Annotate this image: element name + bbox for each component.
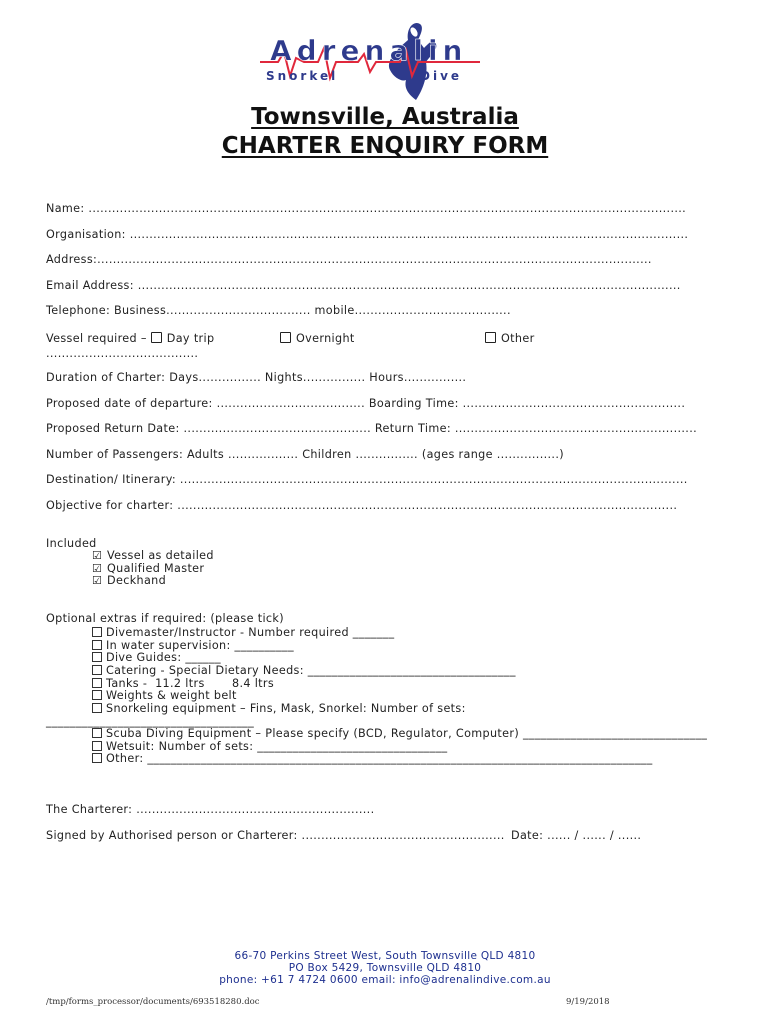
footer-contact: phone: +61 7 4724 0600 email: info@adrenalindive.com.au [219, 974, 551, 986]
logo-word-dive: Dive [420, 69, 463, 83]
day-trip-label: Day trip [166, 332, 215, 345]
telephone-field[interactable]: Telephone: Business..................................... mobile........................................ [46, 304, 511, 317]
optional-checkbox[interactable] [92, 690, 102, 700]
document-path: /tmp/forms_processor/documents/693518280.doc [46, 997, 260, 1007]
name-field[interactable]: Name: ......................................................................................................................................................... [46, 202, 687, 215]
optional-item: Dive Guides: ______ [92, 651, 221, 664]
included-item: ☑ Vessel as detailed [92, 549, 214, 562]
snorkel-sets-line[interactable]: ___________________________________ [46, 715, 255, 728]
optional-item: Scuba Diving Equipment – Please specify (BCD, Regulator, Computer) _______________________________ [92, 727, 707, 740]
objective-field[interactable]: Objective for charter: ................................................................................................................................ [46, 499, 678, 512]
optional-item: Wetsuit: Number of sets: ________________________________ [92, 740, 447, 753]
other-option [485, 332, 535, 345]
logo-word-snorkel: Snorkel [266, 69, 339, 83]
footer-po-box: PO Box 5429, Townsville QLD 4810 [288, 962, 482, 974]
destination-field[interactable]: Destination/ Itinerary: .................................................................................................................................. [46, 473, 688, 486]
logo-word-adrenalin: Adrenalin [270, 34, 468, 67]
optional-checkbox[interactable] [92, 652, 102, 662]
checked-box-icon: ☑ [92, 549, 103, 562]
adrenalin-logo [258, 18, 482, 104]
optional-heading: Optional extras if required: (please tick) [46, 612, 284, 625]
footer-address: 66-70 Perkins Street West, South Townsville QLD 4810 [234, 950, 536, 962]
checked-box-icon: ☑ [92, 562, 103, 575]
optional-checkbox[interactable] [92, 741, 102, 751]
return-field[interactable]: Proposed Return Date: ................................................ Return Time: .............................................................. [46, 422, 698, 435]
included-item: ☑ Qualified Master [92, 562, 205, 575]
optional-item: In water supervision: __________ [92, 639, 294, 652]
other-checkbox[interactable] [485, 332, 496, 343]
optional-item: Divemaster/Instructor - Number required _______ [92, 626, 394, 639]
document-date: 9/19/2018 [566, 997, 610, 1007]
optional-item: Snorkeling equipment – Fins, Mask, Snorkel: Number of sets: [92, 702, 466, 715]
optional-item: Tanks - 11.2 ltrs 8.4 ltrs [92, 677, 274, 690]
optional-item: Other: _____________________________________________________________________________________ [92, 752, 653, 765]
organisation-field[interactable]: Organisation: ............................................................................................................................................... [46, 228, 689, 241]
optional-checkbox[interactable] [92, 678, 102, 688]
optional-checkbox[interactable] [92, 665, 102, 675]
email-field[interactable]: Email Address: ........................................................................................................................................... [46, 279, 681, 292]
vessel-required-row [46, 332, 214, 345]
page-title-location: Townsville, Australia [251, 104, 519, 130]
other-label: Other [501, 332, 535, 345]
optional-item: Weights & weight belt [92, 689, 237, 702]
passengers-field[interactable]: Number of Passengers: Adults .................. Children ................ (ages range ................) [46, 448, 564, 461]
vessel-label: Vessel required – [46, 332, 147, 345]
date-field[interactable]: Date: ...... / ...... / ...... [511, 829, 642, 842]
optional-checkbox[interactable] [92, 640, 102, 650]
charterer-field[interactable]: The Charterer: ............................................................. [46, 803, 375, 816]
address-field[interactable]: Address:.............................................................................................................................................. [46, 253, 652, 266]
duration-field[interactable]: Duration of Charter: Days................ Nights................ Hours................ [46, 371, 467, 384]
included-heading: Included [46, 537, 97, 550]
optional-checkbox[interactable] [92, 627, 102, 637]
optional-checkbox[interactable] [92, 728, 102, 738]
optional-checkbox[interactable] [92, 753, 102, 763]
optional-item: Catering - Special Dietary Needs: ___________________________________ [92, 664, 516, 677]
departure-field[interactable]: Proposed date of departure: ...................................... Boarding Time: ......................................................... [46, 397, 686, 410]
included-item: ☑ Deckhand [92, 574, 167, 587]
page-title-form: CHARTER ENQUIRY FORM [221, 133, 549, 159]
vessel-other-field[interactable]: ....................................... [46, 347, 199, 360]
day-trip-checkbox[interactable] [151, 332, 162, 343]
checked-box-icon: ☑ [92, 574, 103, 587]
signed-field[interactable]: Signed by Authorised person or Charterer: .................................................... [46, 829, 505, 842]
overnight-option [280, 332, 355, 345]
overnight-checkbox[interactable] [280, 332, 291, 343]
overnight-label: Overnight [296, 332, 355, 345]
optional-checkbox[interactable] [92, 703, 102, 713]
